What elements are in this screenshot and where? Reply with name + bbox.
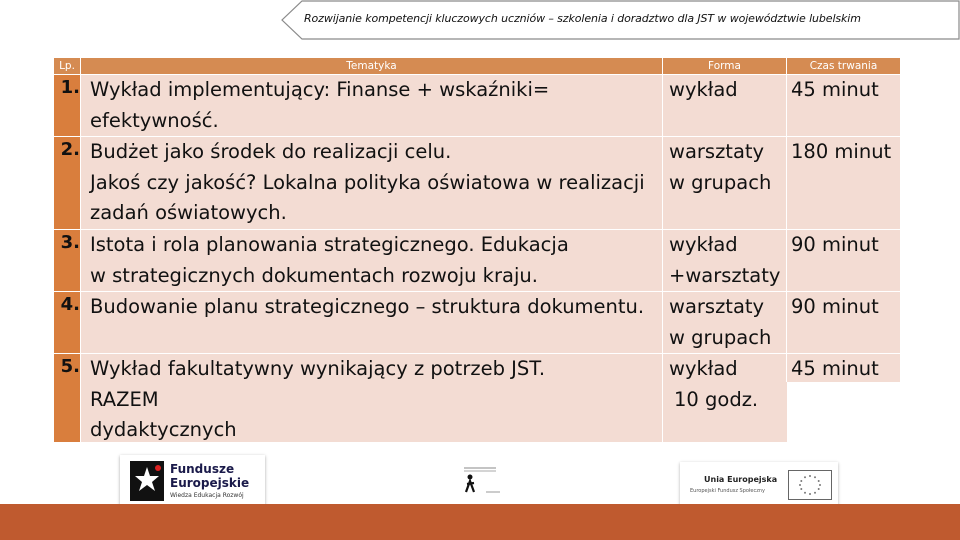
- header-banner: [268, 0, 960, 40]
- form-line: +warsztaty: [669, 264, 781, 287]
- row-number: 1.: [60, 77, 80, 98]
- row-number: 2.: [60, 139, 80, 160]
- topic-line: Wykład fakultatywny wynikający z potrzeb JST.: [90, 357, 546, 380]
- duration-value: 90 minut: [791, 233, 879, 256]
- topic-line: Istota i rola planowania strategicznego. Edukacja: [90, 233, 569, 256]
- total-label: dydaktycznych: [90, 418, 237, 441]
- form-line: warsztaty: [669, 295, 765, 318]
- topic-line: Wykład implementujący: Finanse + wskaźniki=: [90, 78, 550, 101]
- topic-line: zadań oświatowych.: [90, 201, 287, 224]
- figure-icon: [456, 462, 506, 496]
- duration-value: 45 minut: [791, 357, 879, 380]
- fe-line1: Fundusze: [170, 462, 235, 476]
- topic-line: efektywność.: [90, 109, 219, 132]
- table-row: [54, 354, 900, 442]
- duration-value: 180 minut: [791, 140, 892, 163]
- partner-logo: [456, 462, 506, 496]
- ue-line2: Europejski Fundusz Społeczny: [690, 488, 765, 494]
- col-header-duration: Czas trwania: [787, 58, 900, 74]
- table-row: [54, 292, 900, 353]
- table-row: [54, 75, 900, 136]
- col-header-lp: Lp.: [54, 58, 80, 74]
- duration-value: 90 minut: [791, 295, 879, 318]
- footer-bar: [0, 504, 960, 540]
- table-row: [54, 230, 900, 291]
- form-line: warsztaty: [669, 140, 765, 163]
- topic-line: Jakoś czy jakość? Lokalna polityka oświatowa w realizacji: [90, 171, 645, 194]
- table-row: [54, 137, 900, 229]
- total-value: 10 godz.: [674, 388, 759, 411]
- topic-line: Budowanie planu strategicznego – struktura dokumentu.: [90, 295, 645, 318]
- form-line: wykład: [669, 357, 738, 380]
- eu-flag-icon: [788, 470, 832, 500]
- topic-line: Budżet jako środek do realizacji celu.: [90, 140, 452, 163]
- fe-line2: Europejskie: [170, 476, 250, 490]
- col-header-topic: Tematyka: [81, 58, 662, 74]
- row-number: 4.: [60, 294, 80, 315]
- row-number: 5.: [60, 356, 80, 377]
- form-line: w grupach: [669, 171, 772, 194]
- form-line: wykład: [669, 233, 738, 256]
- row-number: 3.: [60, 232, 80, 253]
- total-label: RAZEM: [90, 388, 159, 411]
- topic-line: w strategicznych dokumentach rozwoju kraju.: [90, 264, 538, 287]
- form-line: wykład: [669, 78, 738, 101]
- form-line: w grupach: [669, 326, 772, 349]
- duration-value: 45 minut: [791, 78, 879, 101]
- fe-star-icon: [130, 461, 164, 501]
- ue-line1: Unia Europejska: [704, 475, 778, 484]
- header-title: Rozwijanie kompetencji kluczowych uczniów – szkolenia i doradztwo dla JST w województwie lubelskim: [304, 12, 861, 25]
- logo-unia-europejska: [680, 462, 838, 508]
- col-header-form: Forma: [663, 58, 786, 74]
- fe-line3: Wiedza Edukacja Rozwój: [170, 492, 244, 499]
